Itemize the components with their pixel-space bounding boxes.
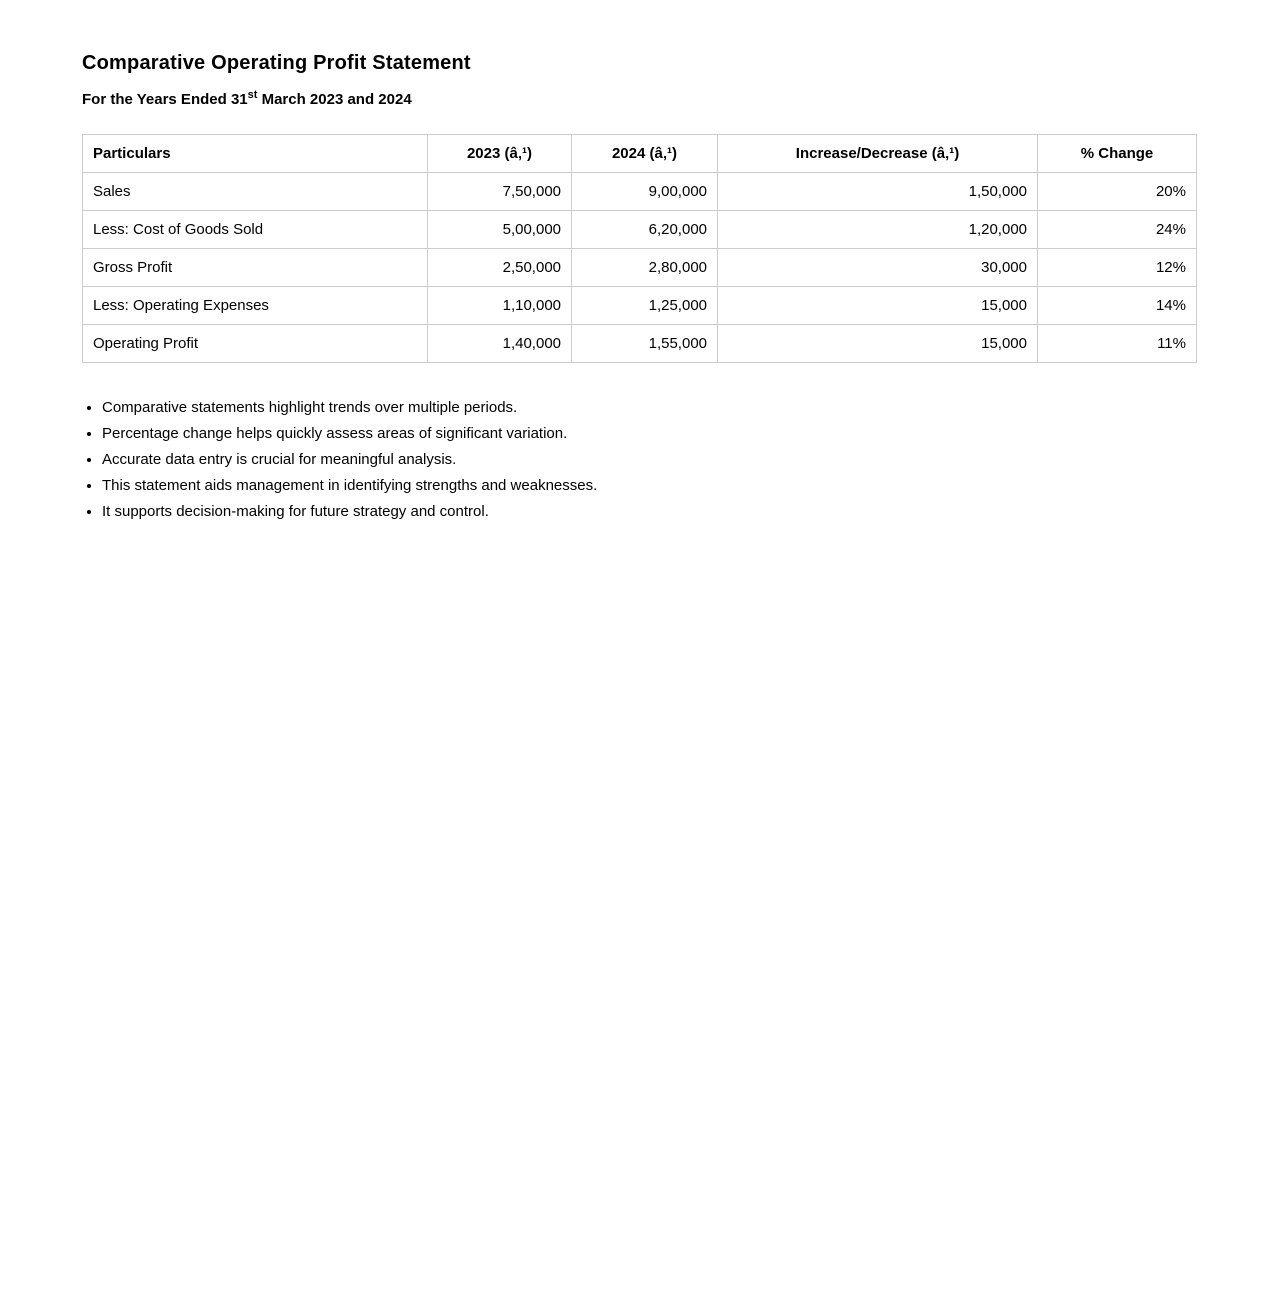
document-page xyxy=(0,0,1278,525)
cell-particulars: Operating Profit xyxy=(83,325,428,363)
cell-2023: 1,10,000 xyxy=(428,287,572,325)
cell-2024: 6,20,000 xyxy=(572,211,718,249)
list-item: • Comparative statements highlight trends over multiple periods. xyxy=(102,395,1196,421)
table-row-operating-expenses xyxy=(83,287,1197,325)
cell-2024: 1,55,000 xyxy=(572,325,718,363)
table-header-row xyxy=(83,135,1197,173)
cell-2023: 7,50,000 xyxy=(428,173,572,211)
page-subtitle xyxy=(82,89,1196,108)
column-header-2024: 2024 (â‚¹) xyxy=(572,135,718,173)
cell-particulars: Gross Profit xyxy=(83,249,428,287)
cell-pct: 20% xyxy=(1038,173,1197,211)
cell-particulars: Less: Operating Expenses xyxy=(83,287,428,325)
table-row-sales xyxy=(83,173,1197,211)
cell-particulars: Sales xyxy=(83,173,428,211)
cell-change: 1,20,000 xyxy=(718,211,1038,249)
cell-2024: 9,00,000 xyxy=(572,173,718,211)
column-header-particulars: Particulars xyxy=(83,135,428,173)
cell-2023: 2,50,000 xyxy=(428,249,572,287)
cell-pct: 12% xyxy=(1038,249,1197,287)
column-header-increase-decrease: Increase/Decrease (â‚¹) xyxy=(718,135,1038,173)
cell-particulars: Less: Cost of Goods Sold xyxy=(83,211,428,249)
column-header-2023: 2023 (â‚¹) xyxy=(428,135,572,173)
table-row-operating-profit xyxy=(83,325,1197,363)
subtitle-text-prefix: For the Years Ended 31 xyxy=(82,91,248,108)
list-item: • Percentage change helps quickly assess areas of significant variation. xyxy=(102,421,1196,447)
cell-change: 1,50,000 xyxy=(718,173,1038,211)
table-row-cogs xyxy=(83,211,1197,249)
list-item: • This statement aids management in identifying strengths and weaknesses. xyxy=(102,473,1196,499)
cell-change: 15,000 xyxy=(718,325,1038,363)
cell-change: 15,000 xyxy=(718,287,1038,325)
cell-pct: 24% xyxy=(1038,211,1197,249)
notes-list xyxy=(82,395,1196,525)
cell-pct: 11% xyxy=(1038,325,1197,363)
table-row-gross-profit xyxy=(83,249,1197,287)
column-header-pct-change: % Change xyxy=(1038,135,1197,173)
list-item: • It supports decision-making for future strategy and control. xyxy=(102,499,1196,525)
subtitle-superscript: st xyxy=(247,89,258,101)
cell-2024: 2,80,000 xyxy=(572,249,718,287)
cell-change: 30,000 xyxy=(718,249,1038,287)
cell-2023: 1,40,000 xyxy=(428,325,572,363)
cell-2024: 1,25,000 xyxy=(572,287,718,325)
page-title: Comparative Operating Profit Statement xyxy=(82,52,471,74)
comparative-statement-table xyxy=(82,134,1197,363)
list-item: • Accurate data entry is crucial for meaningful analysis. xyxy=(102,447,1196,473)
subtitle-text-suffix: March 2023 and 2024 xyxy=(257,91,412,108)
cell-2023: 5,00,000 xyxy=(428,211,572,249)
cell-pct: 14% xyxy=(1038,287,1197,325)
